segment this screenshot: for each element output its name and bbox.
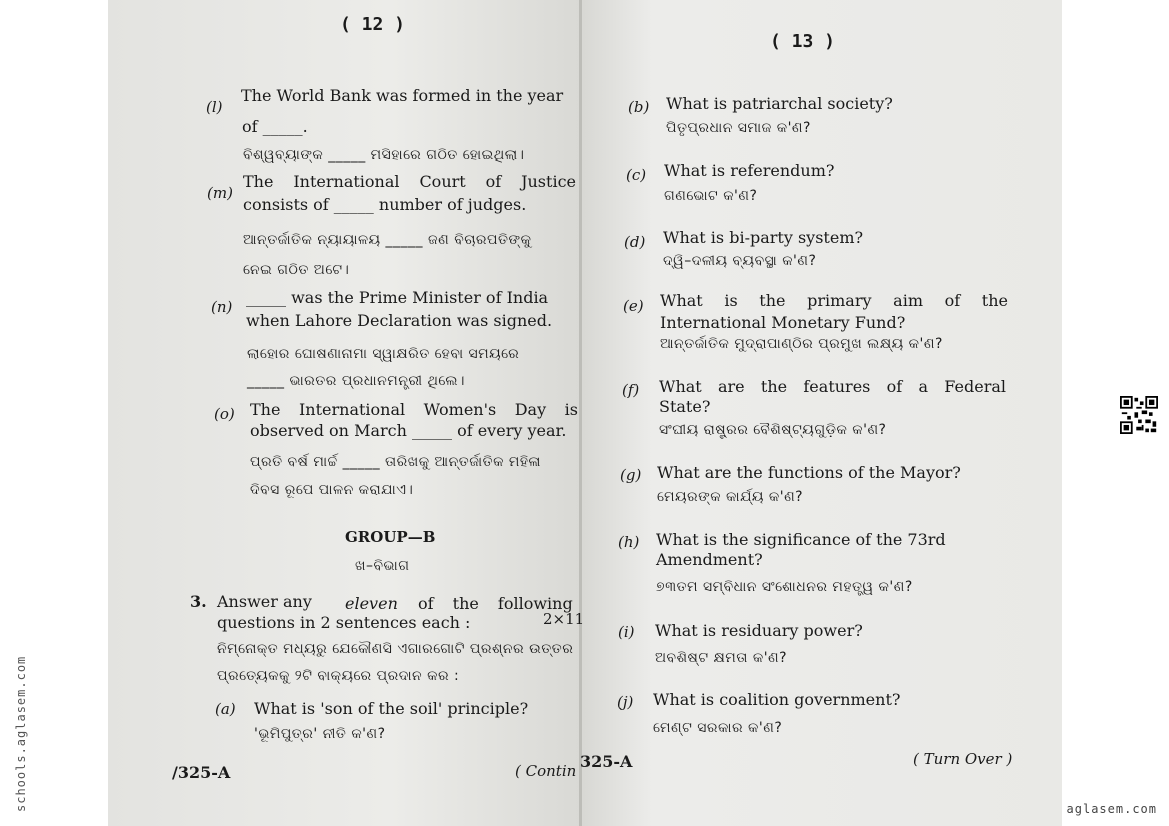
question-label: (m) [207,184,233,202]
group-heading: GROUP—B [345,528,436,546]
question-text-odia: ଆନ୍ତର୍ଜାତିକ ନ୍ୟାୟାଳୟ _____ ଜଣ ବିଚାରପତିଙ୍କୁ [243,232,532,248]
question-label: (i) [618,623,635,641]
paper-code-left: /325-A [172,763,231,782]
question-text-odia: ଦ୍ୱି–ଦଳୀୟ ବ୍ୟବସ୍ଥା କ'ଣ? [663,253,817,269]
question-text: What is bi-party system? [663,228,864,247]
question-text: What is residuary power? [655,621,863,640]
question-text-odia: ନିମ୍ନୋକ୍ତ ମଧ୍ୟରୁ ଯେକୌଣସି ଏଗାରଗୋଟି ପ୍ରଶ୍ନର ଉତ୍ତର [217,641,574,657]
question-text-odia: ଲାହୋର ଘୋଷଣାନାମା ସ୍ୱାକ୍ଷରିତ ହେବା ସମୟରେ [247,346,520,362]
side-watermark: schools.aglasem.com [14,655,28,812]
question-text: The International Women's Day is [250,400,578,419]
question-text: when Lahore Declaration was signed. [246,311,553,330]
question-text-odia: ଗଣଭୋଟ କ'ଣ? [664,188,758,204]
question-text: What are the functions of the Mayor? [657,463,961,482]
question-text-emphasis: eleven [345,594,398,613]
question-text-odia: ୭୩ତମ ସମ୍ବିଧାନ ସଂଶୋଧନର ମହତ୍ତ୍ୱ କ'ଣ? [656,579,913,595]
question-text: consists of _____ number of judges. [243,195,527,214]
question-text: What is coalition government? [653,690,901,709]
question-text: observed on March _____ of every year. [250,421,567,440]
question-text: _____ was the Prime Minister of India [246,288,549,307]
question-text: The International Court of Justice [243,172,576,191]
question-text-odia: ପ୍ରତ୍ୟେକକୁ ୨ଟି ବାକ୍ୟରେ ପ୍ରଦାନ କର : [217,668,460,684]
question-label: (h) [618,533,640,551]
question-text-odia: ବିଶ୍ୱବ୍ୟାଙ୍କ _____ ମସିହାରେ ଗଠିତ ହୋଇଥିଲା। [243,147,525,163]
question-text: What is 'son of the soil' principle? [254,699,529,718]
corner-watermark: aglasem.com [1066,802,1157,816]
marks: 2×11 [543,610,585,628]
question-text: Answer any [217,592,312,611]
continued-note: ( Contin [515,762,577,780]
question-label: (d) [624,233,646,251]
group-heading-odia: ଖ–ବିଭାଗ [355,558,410,574]
question-text-odia: ନେଇ ଗଠିତ ଅଟେ। [243,262,350,278]
question-label: (l) [206,98,223,116]
question-label: (b) [628,98,650,116]
question-text: International Monetary Fund? [660,313,906,332]
question-text: What is the primary aim of the [660,291,1008,310]
question-text-odia: ଅବଶିଷ୍ଟ କ୍ଷମତା କ'ଣ? [655,650,788,666]
question-text: The World Bank was formed in the year [241,86,564,105]
question-text: State? [659,397,711,416]
question-text: What is patriarchal society? [666,94,893,113]
question-label: (c) [626,166,647,184]
question-label: (j) [617,693,634,711]
question-label: (a) [215,700,236,718]
question-text-odia: ପ୍ରତି ବର୍ଷ ମାର୍ଚ୍ଚ _____ ତାରିଖକୁ ଆନ୍ତର୍ଜାତିକ ମହିଳା [250,454,541,470]
question-text-odia: ଆନ୍ତର୍ଜାତିକ ମୁଦ୍ରାପାଣ୍ଠିର ପ୍ରମୁଖ ଲକ୍ଷ୍ୟ କ'ଣ? [660,336,943,352]
question-text-odia: ମେଣ୍ଟ ସରକାର କ'ଣ? [653,720,783,736]
question-text: What are the features of a Federal [659,377,1006,396]
question-label: (f) [622,381,640,399]
question-text: Amendment? [656,550,763,569]
question-text: of the following [418,594,573,613]
question-text-odia: _____ ଭାରତର ପ୍ରଧାନମନ୍ତ୍ରୀ ଥିଲେ। [247,373,465,389]
question-text-odia: ଦିବସ ରୂପେ ପାଳନ କରାଯାଏ। [250,482,414,498]
turn-over-note: ( Turn Over ) [913,750,1013,768]
page-number-right: ( 13 ) [770,31,836,52]
question-text-odia: 'ଭୂମିପୁତ୍ର' ନୀତି କ'ଣ? [254,726,386,742]
question-text-odia: ସଂଘୀୟ ରାଷ୍ଟ୍ରର ବୈଶିଷ୍ଟ୍ୟଗୁଡ଼ିକ କ'ଣ? [659,422,887,438]
page-number-left: ( 12 ) [340,14,406,35]
question-text-odia: ମେୟରଙ୍କ କାର୍ଯ୍ୟ କ'ଣ? [657,489,804,505]
question-text: What is referendum? [664,161,835,180]
question-text: What is the significance of the 73rd [656,530,946,549]
question-label: (g) [620,466,642,484]
question-number: 3. [190,592,207,611]
question-label: (n) [211,298,233,316]
paper-code-right: 325-A [580,752,633,771]
question-label: (e) [623,297,644,315]
question-text: of _____. [242,117,308,136]
question-label: (o) [214,405,235,423]
question-text: questions in 2 sentences each : [217,613,471,632]
qr-code-icon [1120,396,1158,434]
page-fold [579,0,582,826]
question-text-odia: ପିତୃପ୍ରଧାନ ସମାଜ କ'ଣ? [666,120,811,136]
